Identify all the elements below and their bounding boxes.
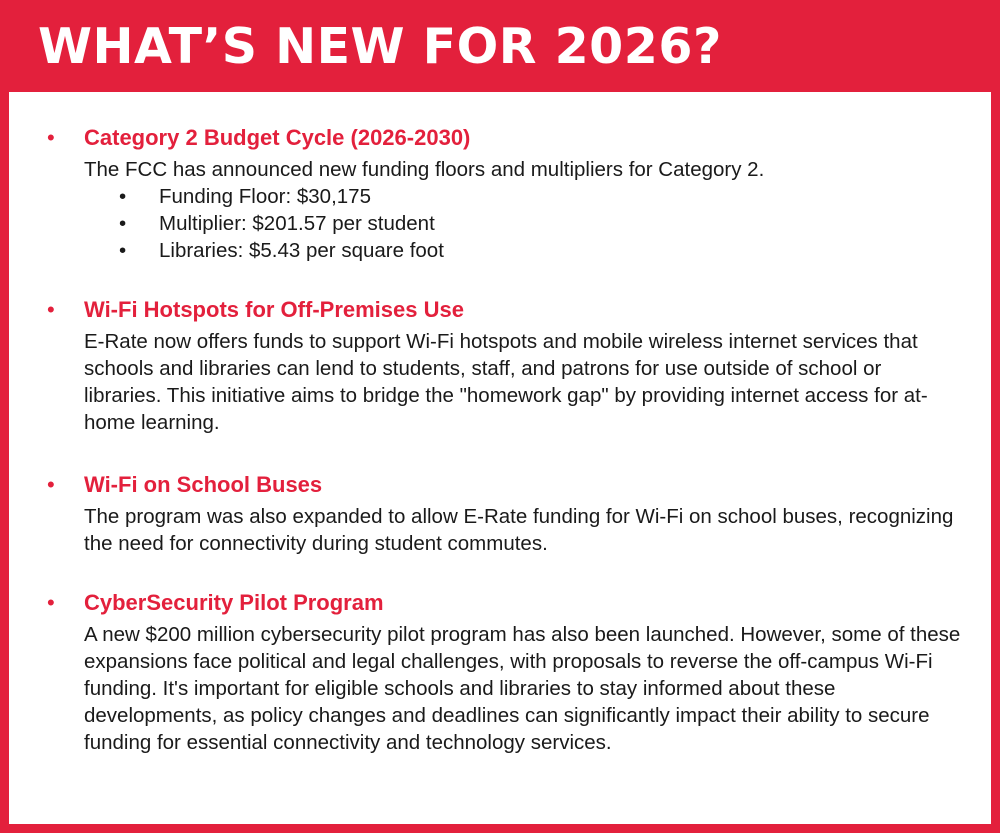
section-body — [84, 156, 964, 264]
page-title: WHAT’S NEW FOR 2026? — [38, 18, 722, 75]
bullet-icon: • — [119, 212, 127, 235]
content-panel — [9, 92, 991, 824]
section-title: Wi-Fi Hotspots for Off-Premises Use — [84, 297, 464, 322]
list-item-text: Multiplier: $201.57 per student — [159, 212, 435, 235]
bullet-icon: • — [119, 185, 127, 208]
bullet-icon: • — [47, 590, 55, 615]
list-item-text: Libraries: $5.43 per square foot — [159, 239, 444, 262]
list-item — [84, 210, 964, 237]
section-text: The FCC has announced new funding floors and multipliers for Category 2. — [84, 158, 765, 181]
section-body: E-Rate now offers funds to support Wi-Fi hotspots and mobile wireless internet services that schools and libraries can lend to students, staff, and patrons for use outside of school or libraries. This initiative aims to bridge the "homework gap" by providing internet access for at-home learning. — [84, 330, 928, 434]
section-title: Category 2 Budget Cycle (2026-2030) — [84, 125, 471, 150]
section-body: A new $200 million cybersecurity pilot program has also been launched. However, some of these expansions face political and legal challenges, with proposals to reverse the off-campus Wi-Fi funding. It's important for eligible schools and libraries to stay informed about these developments, as policy changes and deadlines can significantly impact their ability to secure funding for essential connectivity and technology services. — [84, 623, 961, 754]
list-item-text: Funding Floor: $30,175 — [159, 185, 371, 208]
bullet-icon: • — [47, 297, 55, 322]
bullet-icon: • — [119, 239, 127, 262]
section-body: The program was also expanded to allow E-Rate funding for Wi-Fi on school buses, recognizing the need for connectivity during student commutes. — [84, 505, 954, 555]
bullet-icon: • — [47, 125, 55, 150]
list-item — [84, 183, 964, 210]
funding-list — [84, 183, 964, 264]
bullet-icon: • — [47, 472, 55, 497]
section-title: CyberSecurity Pilot Program — [84, 590, 384, 615]
list-item — [84, 237, 964, 264]
section-title: Wi-Fi on School Buses — [84, 472, 323, 497]
